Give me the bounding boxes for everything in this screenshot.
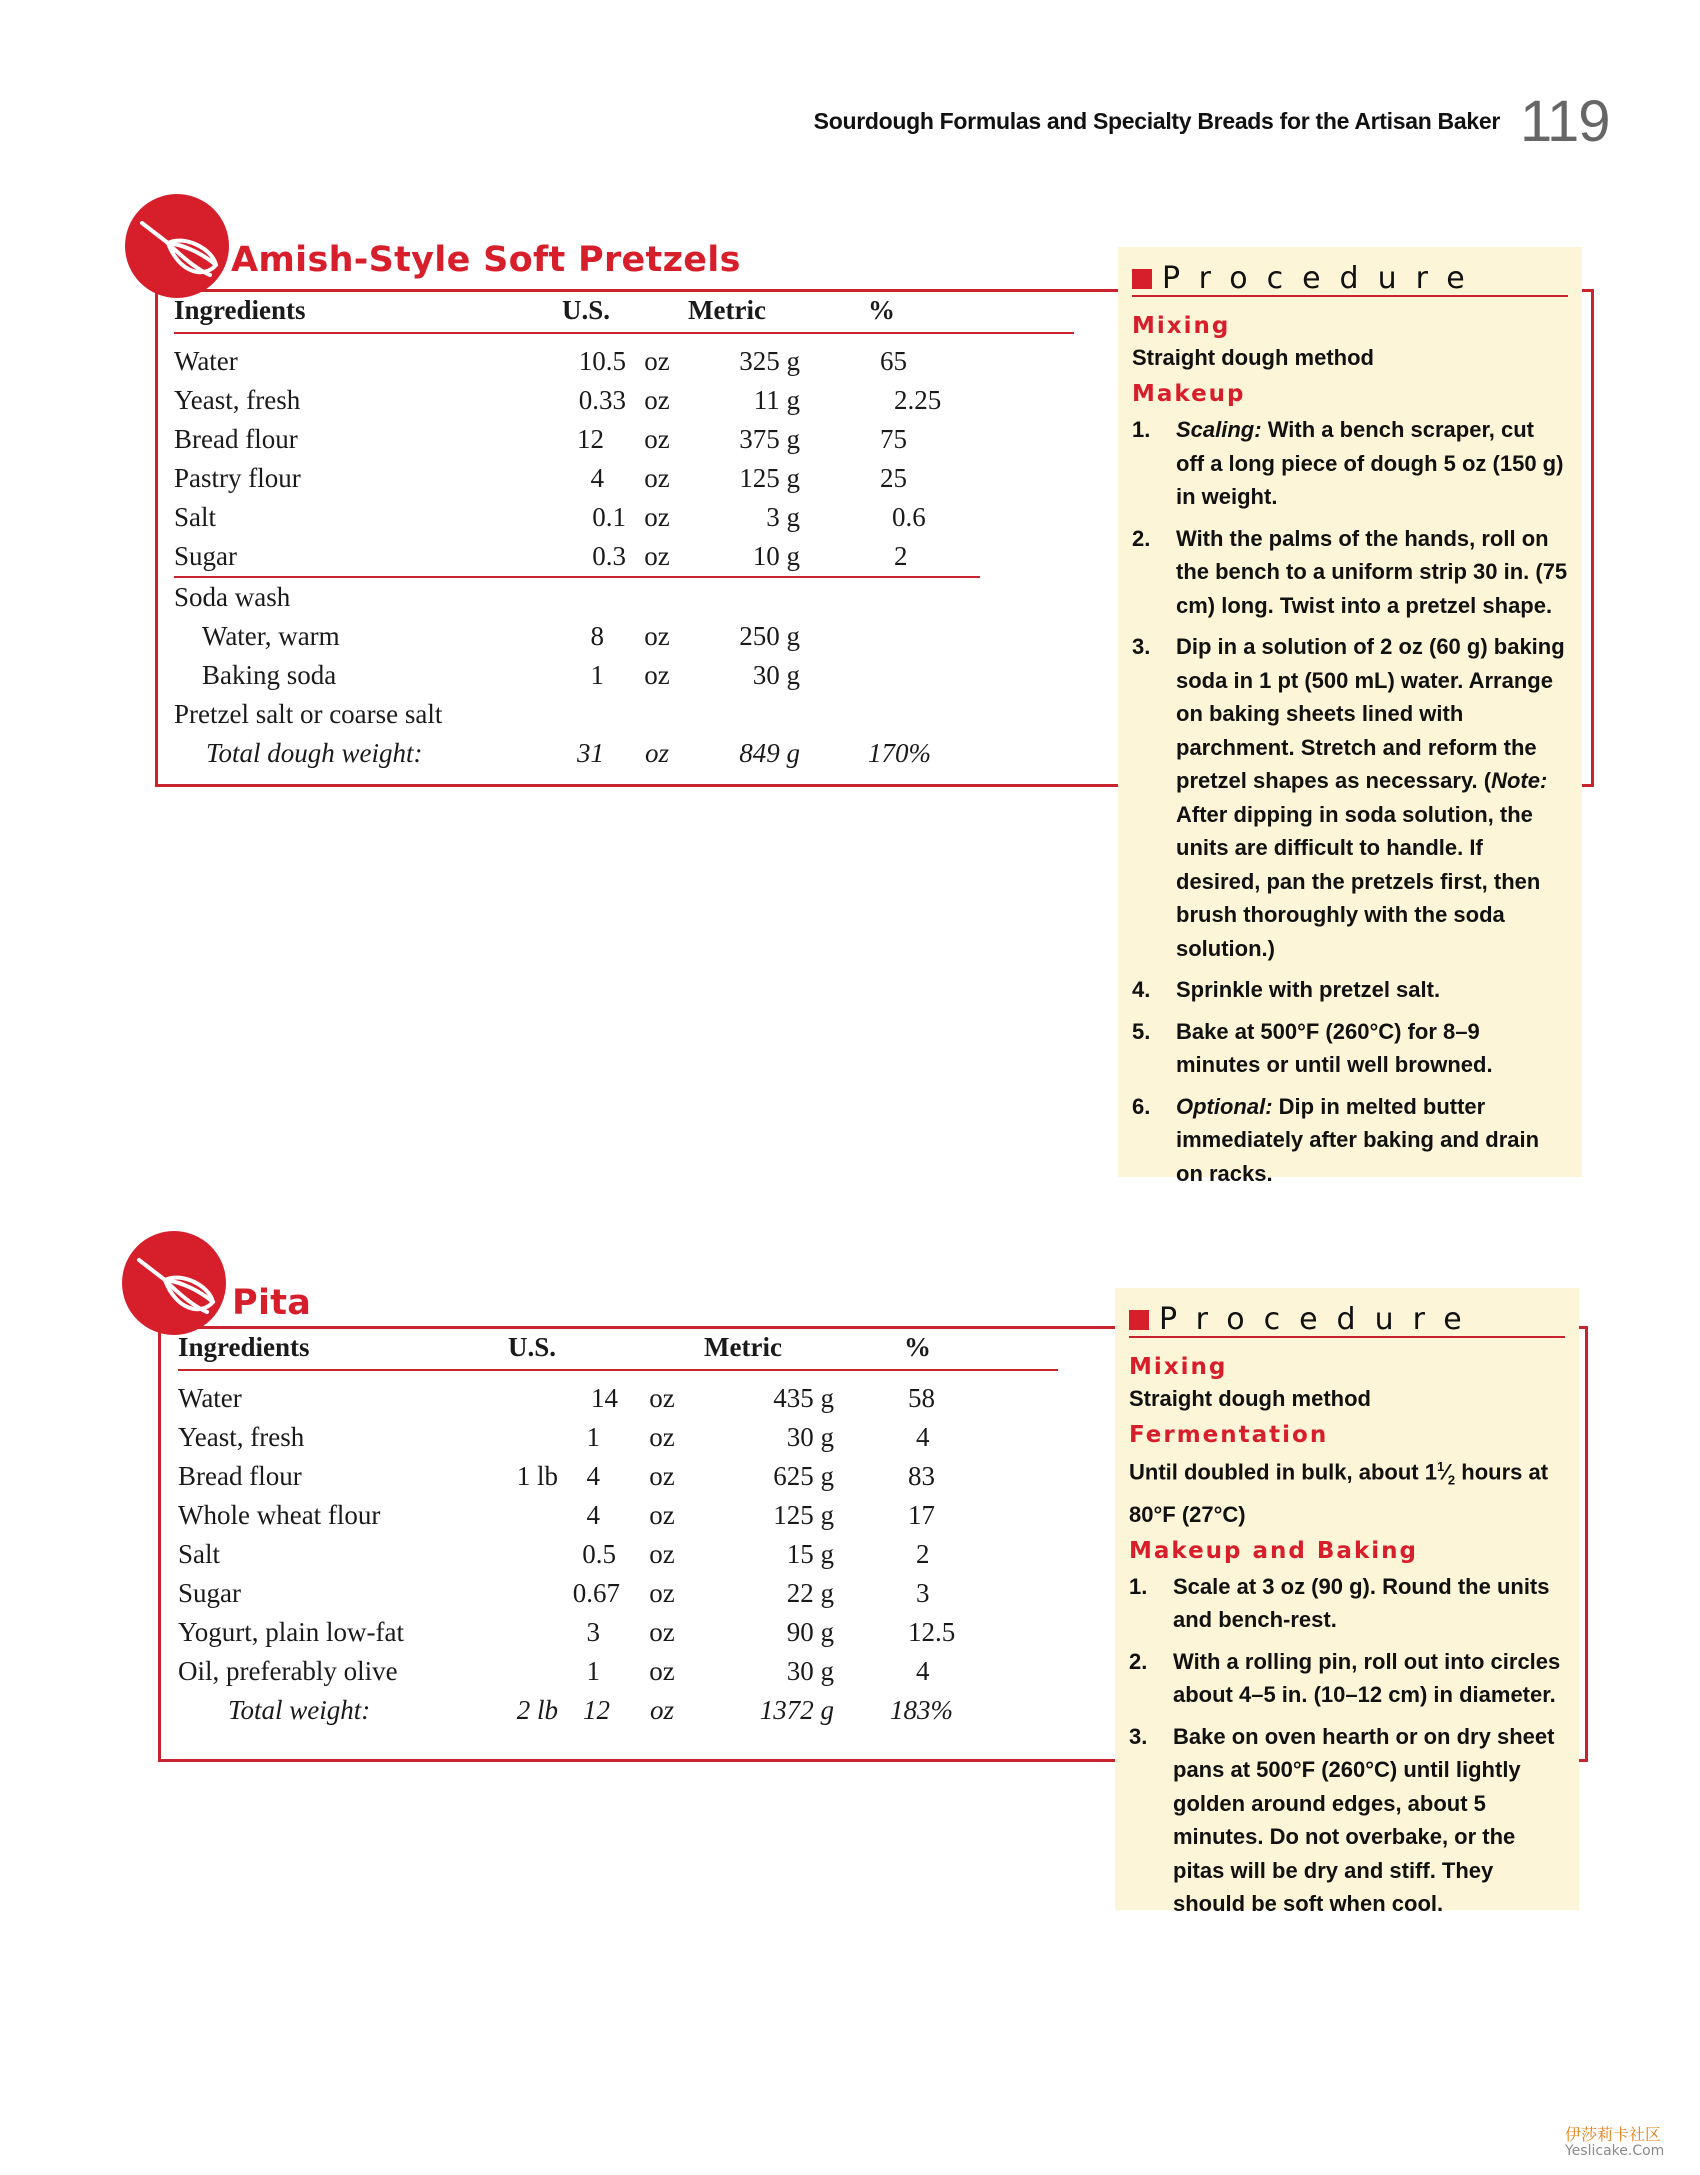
step-text: With a rolling pin, roll out into circles about 4–5 in. (10–12 cm) in diameter. [1173, 1648, 1561, 1708]
total-us-lb: 2 lb [516, 1695, 558, 1725]
watermark-url: Yeslicake.Com [1565, 2143, 1665, 2159]
us-lb [508, 1613, 558, 1652]
step-note-text: After dipping in soda solution, the units are difficult to handle. If desired, pan the pretzels first, then brush thoroughly with the soda solution.) [1176, 801, 1541, 961]
section-fermentation: Fermentation [1129, 1422, 1329, 1448]
total-us-qty: 12 [583, 1695, 610, 1725]
metric-value: 22 g [786, 1578, 835, 1608]
total-metric: 849 g [739, 738, 801, 768]
metric-value: 125 g [773, 1500, 835, 1530]
step-item [1129, 1645, 1565, 1712]
us-qty: 0.5 [582, 1539, 616, 1569]
step-item [1132, 1015, 1568, 1082]
us-lb: 1 lb [516, 1461, 558, 1491]
percent-value: 2 [916, 1539, 930, 1569]
step-text: Bake at 500°F (260°C) for 8–9 minutes or until well browned. [1176, 1018, 1493, 1077]
mixing-text: Straight dough method [1132, 345, 1374, 370]
us-unit: oz [644, 660, 670, 690]
us-lb [508, 1496, 558, 1535]
total-label: Total dough weight: [206, 738, 423, 768]
us-qty: 4 [590, 463, 604, 493]
col-header-us: U.S. [508, 1331, 704, 1370]
header-rule-end [980, 294, 1074, 333]
us-unit: oz [649, 1461, 675, 1491]
step-text: Dip in a solution of 2 oz (60 g) baking soda in 1 pt (500 mL) water. Arrange on baking sheets lined with parchment. Stretch and reform the pretzel shapes as necessary. ( [1176, 634, 1565, 793]
us-unit: oz [644, 621, 670, 651]
us-unit: oz [649, 1578, 675, 1608]
section-makeup-baking: Makeup and Baking [1129, 1537, 1418, 1564]
us-qty: 4 [586, 1500, 600, 1530]
step-text: With the palms of the hands, roll on the bench to a uniform strip 30 in. (75 cm) long. Twist into a pretzel shape. [1176, 525, 1568, 618]
total-us-unit: oz [650, 1695, 675, 1725]
us-qty: 1 [586, 1656, 600, 1686]
total-label: Total weight: [228, 1695, 371, 1725]
step-item [1132, 973, 1568, 1007]
step-item [1129, 1720, 1565, 1921]
header-rule-end [974, 1331, 1058, 1370]
table-row [174, 537, 1074, 577]
step-number: 1. [1132, 417, 1151, 442]
ingredient-name: Sugar [178, 1578, 241, 1608]
ingredient-name: Whole wheat flour [178, 1500, 381, 1530]
metric-value: 15 g [786, 1539, 835, 1569]
percent-value: 75 [880, 424, 908, 454]
section-makeup: Makeup [1132, 381, 1246, 407]
metric-value: 435 g [773, 1383, 835, 1413]
percent-value: 58 [908, 1383, 936, 1413]
us-unit: oz [644, 502, 670, 532]
fermentation-text-a: Until doubled in bulk, about 1 [1129, 1459, 1437, 1485]
col-header-percent: % [864, 1331, 974, 1370]
ingredient-subheading: Soda wash [174, 582, 291, 612]
procedure-steps [1129, 1570, 1565, 1921]
step-number: 3. [1132, 634, 1151, 659]
fermentation-text-b: hours at 80°F (27°C) [1129, 1459, 1549, 1527]
step-text: Bake on oven hearth or on dry sheet pans at 500°F (260°C) until lightly golden around edges, about 5 minutes. Do not overbake, or the pitas will be dry and stiff. They should be soft when cool. [1173, 1723, 1555, 1917]
us-qty: 0.33 [578, 385, 626, 415]
col-header-metric: Metric [688, 294, 858, 333]
procedure-heading-text: Procedure [1162, 261, 1484, 296]
total-row [178, 1691, 1058, 1730]
percent-value: 12.5 [908, 1617, 956, 1647]
heading-square-icon [1129, 1310, 1149, 1330]
total-percent: 183% [890, 1695, 954, 1725]
step-number: 2. [1132, 525, 1151, 551]
ingredients-table-pretzels [174, 294, 1074, 773]
total-us-unit: oz [645, 738, 670, 768]
percent-value: 0.6 [892, 502, 926, 532]
ingredient-name: Salt [174, 502, 217, 532]
us-unit: oz [649, 1656, 675, 1686]
watermark-text: 伊莎莉卡社区 [1565, 2125, 1662, 2144]
metric-value: 30 g [786, 1656, 835, 1686]
metric-value: 30 g [786, 1422, 835, 1452]
total-percent: 170% [868, 738, 932, 768]
us-lb [508, 1652, 558, 1691]
fraction-denominator: 2 [1447, 1472, 1456, 1488]
metric-value: 90 g [786, 1617, 835, 1647]
page-number: 119 [1520, 89, 1610, 154]
total-us-qty: 31 [577, 738, 604, 768]
table-row [174, 498, 1074, 537]
us-lb [508, 1535, 558, 1574]
table-row [178, 1652, 1058, 1691]
step-number: 4. [1132, 977, 1151, 1002]
percent-value: 83 [908, 1461, 936, 1491]
metric-value: 30 g [752, 660, 801, 690]
table-header-row [174, 294, 1074, 333]
table-row [174, 617, 1074, 656]
table-row [174, 420, 1074, 459]
total-metric: 1372 g [759, 1695, 835, 1725]
us-lb [508, 1418, 558, 1457]
us-lb [508, 1574, 558, 1613]
recipe-title-pita: Pita [232, 1283, 312, 1323]
step-number: 2. [1129, 1648, 1148, 1674]
table-row [178, 1613, 1058, 1652]
metric-value: 125 g [739, 463, 801, 493]
col-header-percent: % [858, 294, 980, 333]
us-qty: 10.5 [578, 346, 626, 376]
step-item [1132, 630, 1568, 965]
metric-value: 3 g [766, 502, 801, 532]
us-unit: oz [649, 1383, 675, 1413]
ingredient-name: Water, warm [202, 621, 340, 651]
total-row [174, 734, 1074, 773]
step-lead: Scaling: [1176, 417, 1262, 442]
mixing-text: Straight dough method [1129, 1386, 1371, 1411]
procedure-heading-text: Procedure [1159, 1302, 1481, 1337]
us-unit: oz [644, 346, 670, 376]
us-qty: 3 [586, 1617, 600, 1647]
ingredient-name: Yeast, fresh [174, 385, 301, 415]
ingredient-name: Salt [178, 1539, 221, 1569]
ingredient-name: Pastry flour [174, 463, 301, 493]
us-qty: 0.67 [572, 1578, 620, 1608]
us-unit: oz [649, 1617, 675, 1647]
ingredient-name: Oil, preferably olive [178, 1656, 398, 1686]
percent-value: 4 [916, 1422, 930, 1452]
us-unit: oz [649, 1500, 675, 1530]
percent-value: 17 [908, 1500, 936, 1530]
percent-value: 3 [916, 1578, 930, 1608]
percent-value: 2 [858, 537, 980, 577]
whisk-badge-icon [124, 193, 230, 299]
table-row [178, 1418, 1058, 1457]
section-mixing: Mixing [1129, 1354, 1228, 1380]
col-header-ingredients: Ingredients [178, 1331, 508, 1370]
recipe-title-pretzels: Amish-Style Soft Pretzels [231, 240, 741, 280]
fermentation-text: Until doubled in bulk, about $1^1⁄_2$ hours at 80°F (27°C) [1129, 1459, 1549, 1527]
col-header-us: U.S. [554, 294, 688, 333]
step-text: With a bench scraper, cut off a long piece of dough 5 oz (150 g) in weight. [1176, 417, 1564, 509]
us-qty: 12 [577, 424, 604, 454]
table-row [178, 1574, 1058, 1613]
percent-value: 25 [880, 463, 908, 493]
table-row [174, 381, 1074, 420]
metric-value: 11 g [753, 385, 801, 415]
ingredient-name: Yeast, fresh [178, 1422, 305, 1452]
step-text: Dip in melted butter immediately after baking and drain on racks. [1176, 1093, 1540, 1186]
step-item [1132, 1090, 1568, 1191]
step-lead: Optional: [1176, 1093, 1273, 1119]
percent-value: 4 [916, 1656, 930, 1686]
table-row [178, 1535, 1058, 1574]
step-item [1132, 522, 1568, 623]
step-number: 3. [1129, 1723, 1148, 1749]
us-unit: oz [649, 1422, 675, 1452]
table-row [174, 695, 1074, 734]
whisk-badge-icon [121, 1230, 227, 1336]
table-row [174, 459, 1074, 498]
step-text: Scale at 3 oz (90 g). Round the units and bench-rest. [1173, 1573, 1550, 1633]
metric-value: 325 g [739, 346, 801, 376]
metric-value: 10 g [688, 537, 800, 577]
us-qty: 14 [591, 1383, 618, 1413]
us-qty: 4 [586, 1461, 600, 1491]
ingredient-name: Baking soda [202, 660, 337, 690]
step-item [1129, 1570, 1565, 1637]
metric-value: 375 g [739, 424, 801, 454]
table-row [178, 1370, 1058, 1418]
us-unit: oz [644, 424, 670, 454]
us-qty: 0.3 [554, 537, 626, 577]
table-row [174, 333, 1074, 381]
step-number: 5. [1132, 1018, 1151, 1044]
ingredients-table-pita [178, 1331, 1058, 1730]
us-unit: oz [626, 537, 688, 577]
table-row [178, 1496, 1058, 1535]
ingredient-name: Water [178, 1383, 242, 1413]
us-unit: oz [644, 463, 670, 493]
percent-value: 2.25 [894, 385, 942, 415]
metric-value: 250 g [739, 621, 801, 651]
step-number: 1. [1129, 1573, 1148, 1599]
us-qty: 1 [590, 660, 604, 690]
heading-square-icon [1132, 269, 1152, 289]
procedure-panel-pita [1115, 1288, 1579, 1917]
us-qty: 8 [590, 621, 604, 651]
table-row [174, 577, 1074, 617]
col-header-ingredients: Ingredients [174, 294, 554, 333]
procedure-panel-pretzels [1118, 247, 1582, 1186]
percent-value: 65 [880, 346, 908, 376]
procedure-heading [1129, 1304, 1565, 1338]
us-unit: oz [644, 385, 670, 415]
us-lb [508, 1370, 558, 1418]
ingredient-name: Yogurt, plain low-fat [178, 1617, 404, 1647]
us-qty: 1 [586, 1422, 600, 1452]
col-header-metric: Metric [704, 1331, 864, 1370]
us-qty: 0.1 [592, 502, 626, 532]
section-mixing: Mixing [1132, 313, 1231, 339]
table-header-row [178, 1331, 1058, 1370]
step-note-label: Note: [1491, 768, 1548, 793]
procedure-steps [1132, 413, 1568, 1190]
ingredient-name: Pretzel salt or coarse salt [174, 699, 443, 729]
step-number: 6. [1132, 1093, 1151, 1119]
ingredient-name: Bread flour [178, 1461, 302, 1491]
table-row [174, 656, 1074, 695]
metric-value: 625 g [773, 1461, 835, 1491]
ingredient-name: Water [174, 346, 238, 376]
fraction-numerator: 1 [1436, 1459, 1445, 1474]
procedure-heading [1132, 263, 1568, 297]
step-text: Sprinkle with pretzel salt. [1176, 977, 1441, 1002]
us-unit: oz [649, 1539, 675, 1569]
running-header: Sourdough Formulas and Specialty Breads for the Artisan Baker [813, 108, 1500, 134]
step-item [1132, 413, 1568, 514]
ingredient-name: Bread flour [174, 424, 298, 454]
ingredient-name: Sugar [174, 537, 554, 577]
table-row [178, 1457, 1058, 1496]
